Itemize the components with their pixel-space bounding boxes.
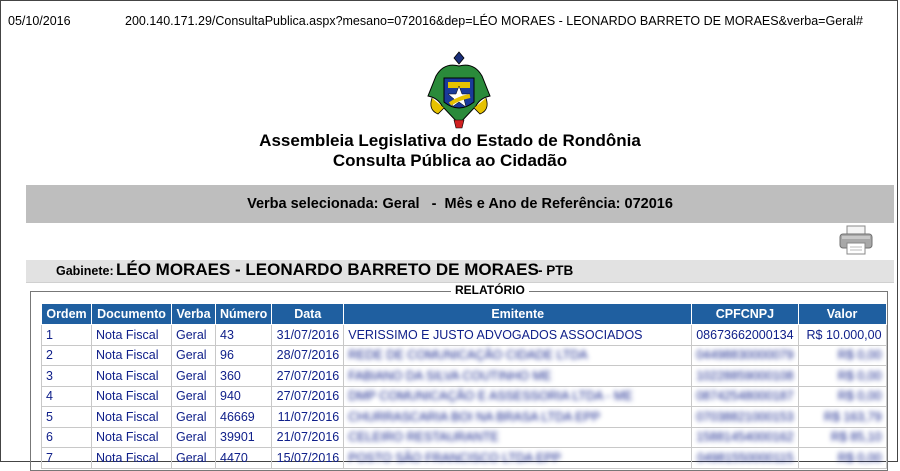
state-coat-of-arms-icon bbox=[424, 48, 494, 130]
cell-verba: Geral bbox=[172, 386, 216, 407]
table-row bbox=[42, 407, 887, 428]
gabinete-name: LÉO MORAES - LEONARDO BARRETO DE MORAES bbox=[116, 260, 539, 279]
cell-data: 31/07/2016 bbox=[272, 325, 344, 346]
cell-cpfcnpj: 15881454000162 bbox=[692, 427, 798, 448]
cell-ordem: 6 bbox=[42, 427, 92, 448]
column-header-cpfcnpj[interactable]: CPFCNPJ bbox=[692, 304, 798, 325]
cell-emitente: FABIANO DA SILVA COUTINHO ME bbox=[344, 366, 692, 387]
cell-valor: R$ 0,00 bbox=[798, 345, 886, 366]
table-row bbox=[42, 366, 887, 387]
cell-ordem: 4 bbox=[42, 386, 92, 407]
cell-emitente: CHURRASCARIA BOI NA BRASA LTDA EPP bbox=[344, 407, 692, 428]
verba-reference-bar: Verba selecionada: Geral - Mês e Ano de Referência: 072016 bbox=[26, 185, 894, 223]
column-header-valor[interactable]: Valor bbox=[798, 304, 886, 325]
table-row bbox=[42, 345, 887, 366]
column-header-verba[interactable]: Verba bbox=[172, 304, 216, 325]
page-title: Assembleia Legislativa do Estado de Rondônia bbox=[259, 131, 641, 150]
cell-ordem: 7 bbox=[42, 448, 92, 469]
cell-emitente: REDE DE COMUNICAÇÃO CIDADE LTDA bbox=[344, 345, 692, 366]
expenses-table bbox=[41, 303, 887, 469]
cell-emitente: DMP COMUNICAÇÃO E ASSESSORIA LTDA - ME bbox=[344, 386, 692, 407]
cell-numero: 43 bbox=[216, 325, 272, 346]
gabinete-label: Gabinete: bbox=[56, 264, 114, 278]
cell-cpfcnpj: 04498830000079 bbox=[692, 345, 798, 366]
table-row bbox=[42, 386, 887, 407]
cell-cpfcnpj: 08673662000134 bbox=[692, 325, 798, 346]
cell-cpfcnpj: 07038821000153 bbox=[692, 407, 798, 428]
gabinete-party: - PTB bbox=[538, 263, 574, 278]
cell-cpfcnpj: 04981550000115 bbox=[692, 448, 798, 469]
cell-ordem: 5 bbox=[42, 407, 92, 428]
cell-data: 21/07/2016 bbox=[272, 427, 344, 448]
cell-verba: Geral bbox=[172, 345, 216, 366]
cell-cpfcnpj: 08742548000187 bbox=[692, 386, 798, 407]
print-date: 05/10/2016 bbox=[8, 14, 71, 28]
cell-data: 15/07/2016 bbox=[272, 448, 344, 469]
cell-numero: 940 bbox=[216, 386, 272, 407]
cell-verba: Geral bbox=[172, 366, 216, 387]
cell-numero: 96 bbox=[216, 345, 272, 366]
table-row bbox=[42, 427, 887, 448]
cell-valor: R$ 0,00 bbox=[798, 386, 886, 407]
cell-valor: R$ 85,10 bbox=[798, 427, 886, 448]
cell-ordem: 2 bbox=[42, 345, 92, 366]
print-url: 200.140.171.29/ConsultaPublica.aspx?mesano=072016&dep=LÉO MORAES - LEONARDO BARRETO DE MORAES&verba=Geral# bbox=[125, 14, 864, 28]
cell-documento: Nota Fiscal bbox=[92, 448, 172, 469]
report-fieldset bbox=[30, 283, 888, 471]
cell-valor: R$ 0,00 bbox=[798, 366, 886, 387]
cell-emitente: POSTO SÃO FRANCISCO LTDA EPP bbox=[344, 448, 692, 469]
cell-valor: R$ 163,79 bbox=[798, 407, 886, 428]
cell-documento: Nota Fiscal bbox=[92, 386, 172, 407]
cell-ordem: 3 bbox=[42, 366, 92, 387]
cell-documento: Nota Fiscal bbox=[92, 345, 172, 366]
table-row bbox=[42, 448, 887, 469]
page-subtitle: Consulta Pública ao Cidadão bbox=[332, 151, 568, 170]
table-row bbox=[42, 325, 887, 346]
cell-data: 11/07/2016 bbox=[272, 407, 344, 428]
cell-numero: 4470 bbox=[216, 448, 272, 469]
cell-documento: Nota Fiscal bbox=[92, 325, 172, 346]
cell-valor: R$ 10.000,00 bbox=[798, 325, 886, 346]
cell-emitente: VERISSIMO E JUSTO ADVOGADOS ASSOCIADOS bbox=[344, 325, 692, 346]
cell-verba: Geral bbox=[172, 407, 216, 428]
cell-documento: Nota Fiscal bbox=[92, 366, 172, 387]
column-header-emitente[interactable]: Emitente bbox=[344, 304, 692, 325]
cell-documento: Nota Fiscal bbox=[92, 407, 172, 428]
table-header-row bbox=[42, 304, 887, 325]
cell-numero: 360 bbox=[216, 366, 272, 387]
cell-data: 28/07/2016 bbox=[272, 345, 344, 366]
column-header-data[interactable]: Data bbox=[272, 304, 344, 325]
cell-documento: Nota Fiscal bbox=[92, 427, 172, 448]
cell-verba: Geral bbox=[172, 448, 216, 469]
column-header-numero[interactable]: Número bbox=[216, 304, 272, 325]
cell-ordem: 1 bbox=[42, 325, 92, 346]
cell-numero: 39901 bbox=[216, 427, 272, 448]
cell-valor: R$ 0,00 bbox=[798, 448, 886, 469]
column-header-ordem[interactable]: Ordem bbox=[42, 304, 92, 325]
cell-data: 27/07/2016 bbox=[272, 386, 344, 407]
report-legend: RELATÓRIO bbox=[451, 283, 529, 297]
cell-data: 27/07/2016 bbox=[272, 366, 344, 387]
cell-numero: 46669 bbox=[216, 407, 272, 428]
cell-cpfcnpj: 10228859000108 bbox=[692, 366, 798, 387]
gabinete-bar bbox=[26, 260, 894, 283]
cell-verba: Geral bbox=[172, 325, 216, 346]
printer-icon[interactable] bbox=[838, 224, 874, 256]
cell-verba: Geral bbox=[172, 427, 216, 448]
cell-emitente: CELEIRO RESTAURANTE bbox=[344, 427, 692, 448]
column-header-documento[interactable]: Documento bbox=[92, 304, 172, 325]
